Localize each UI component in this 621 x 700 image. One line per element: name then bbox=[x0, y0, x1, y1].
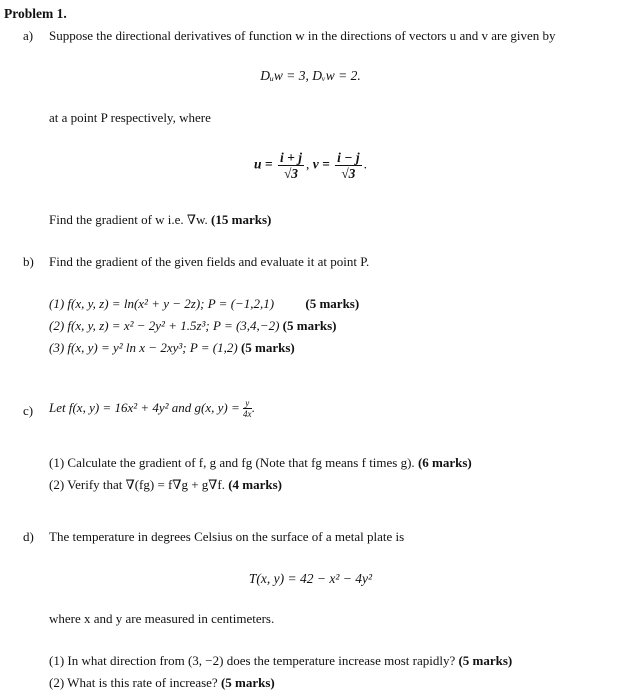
part-d-item-1-marks: (5 marks) bbox=[458, 653, 513, 668]
end-dot: . bbox=[363, 156, 367, 172]
part-b-label: b) bbox=[23, 254, 34, 269]
part-b-item-2-marks: (5 marks) bbox=[282, 318, 337, 333]
v-fraction bbox=[335, 150, 361, 181]
part-b-item-3-text: (3) f(x, y) = y² ln x − 2xy³; P = (1,2) bbox=[49, 340, 238, 355]
part-d-item-2-text: (2) What is this rate of increase? bbox=[49, 675, 218, 690]
v-lhs: v = bbox=[312, 156, 330, 172]
part-c-item-2-marks: (4 marks) bbox=[228, 477, 282, 492]
g-numerator: y bbox=[243, 399, 252, 409]
part-a-label: a) bbox=[23, 28, 34, 43]
problem-title: Problem 1. bbox=[4, 6, 67, 21]
part-c-intro bbox=[49, 399, 255, 419]
part-b-item-3-marks: (5 marks) bbox=[240, 340, 295, 355]
part-c-item-2-text: (2) Verify that ∇(fg) = f∇g + g∇f. bbox=[49, 477, 225, 492]
part-a-intro: Suppose the directional derivatives of function w in the directions of vectors u and v are given by bbox=[49, 28, 556, 43]
part-a-task bbox=[49, 212, 271, 228]
v-numerator: i − j bbox=[337, 150, 360, 165]
part-b-item-1-text: (1) f(x, y, z) = ln(x² + y − 2z); P = (−1,2,1) bbox=[49, 296, 275, 311]
part-c-item-1 bbox=[49, 455, 472, 471]
part-d-item-2-marks: (5 marks) bbox=[220, 675, 275, 690]
part-c-item-2 bbox=[49, 477, 282, 493]
part-b-item-2 bbox=[49, 318, 336, 334]
part-c-item-1-marks: (6 marks) bbox=[417, 455, 472, 470]
part-d-intro: The temperature in degrees Celsius on the surface of a metal plate is bbox=[49, 529, 405, 544]
u-numerator: i + j bbox=[280, 150, 302, 165]
u-denominator: √3 bbox=[283, 166, 299, 181]
u-lhs: u = bbox=[254, 156, 273, 172]
part-d-where: where x and y are measured in centimeters. bbox=[49, 611, 275, 626]
part-c-item-1-text: (1) Calculate the gradient of f, g and fg (Note that fg means f times g). bbox=[49, 455, 415, 470]
part-b-intro: Find the gradient of the given fields and evaluate it at point P. bbox=[49, 254, 370, 269]
part-a-given-equation: Dᵤw = 3, Dᵥw = 2. bbox=[260, 68, 361, 83]
part-c-label: c) bbox=[23, 403, 34, 418]
part-c-end-dot: . bbox=[251, 399, 255, 415]
part-b-item-3 bbox=[49, 340, 295, 356]
u-fraction bbox=[278, 150, 304, 181]
part-b-item-1 bbox=[49, 296, 359, 312]
part-a-vector-definitions bbox=[0, 150, 621, 181]
part-d-equation: T(x, y) = 42 − x² − 4y² bbox=[248, 571, 373, 586]
part-d-item-1 bbox=[49, 653, 512, 669]
part-d-label: d) bbox=[23, 529, 34, 544]
v-denominator: √3 bbox=[341, 166, 356, 181]
g-fraction bbox=[243, 399, 252, 419]
part-b-item-2-text: (2) f(x, y, z) = x² − 2y² + 1.5z³; P = (3,4,−2) bbox=[49, 318, 280, 333]
separator-comma: , bbox=[305, 156, 310, 172]
part-d-item-1-text: (1) In what direction from (3, −2) does the temperature increase most rapidly? bbox=[49, 653, 456, 668]
part-b-item-1-marks: (5 marks) bbox=[305, 296, 360, 311]
g-denominator: 4x bbox=[243, 409, 252, 419]
part-a-at-point: at a point P respectively, where bbox=[49, 110, 211, 125]
part-c-intro-text: Let f(x, y) = 16x² + 4y² and g(x, y) = bbox=[49, 399, 240, 415]
part-d-item-2 bbox=[49, 675, 275, 691]
part-a-marks: (15 marks) bbox=[211, 212, 272, 227]
part-a-task-text: Find the gradient of w i.e. ∇w. bbox=[49, 212, 208, 227]
